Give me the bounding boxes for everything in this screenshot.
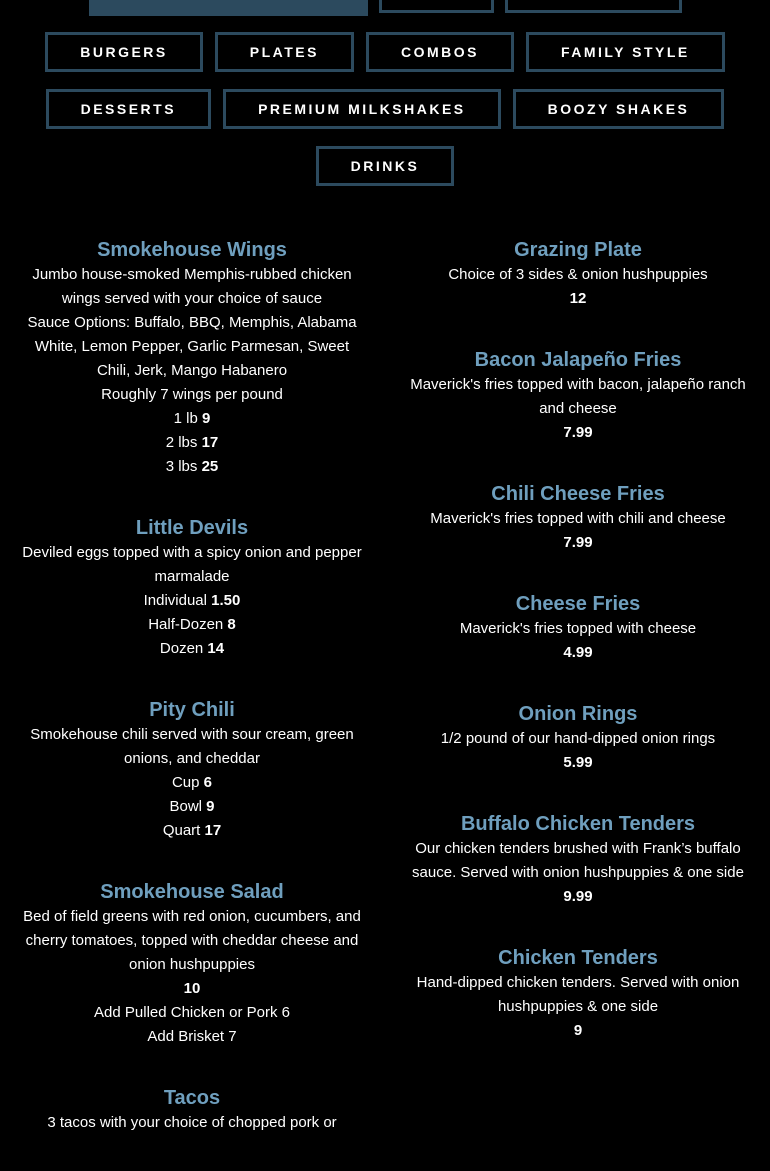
menu-item: [17, 1085, 367, 1135]
menu-item: [403, 237, 753, 311]
menu-item: [17, 697, 367, 843]
menu-item-price: 7.99: [563, 424, 593, 441]
menu-column-right: [403, 237, 753, 1079]
option-price: 14: [207, 640, 225, 657]
menu-item-title: Pity Chili: [149, 699, 235, 721]
menu-item-description: Maverick's fries topped with chili and cheese: [430, 510, 726, 527]
menu-item-description: Maverick's fries topped with bacon, jalapeño ranch and cheese: [410, 376, 746, 417]
menu-item-title: Smokehouse Wings: [97, 239, 287, 261]
option-price: 9: [202, 410, 211, 427]
menu-item-option: [17, 589, 367, 613]
category-tab-partial[interactable]: [379, 0, 494, 13]
menu-item: [403, 701, 753, 775]
menu-item-price: 9: [573, 1022, 583, 1039]
menu-item-option: [17, 637, 367, 661]
menu-item-price: 5.99: [563, 754, 593, 771]
menu-item: [403, 481, 753, 555]
menu-item-option: [17, 455, 367, 479]
menu-item-option: [17, 795, 367, 819]
tab-plates[interactable]: PLATES: [215, 32, 354, 72]
menu-item-title: Chili Cheese Fries: [491, 483, 665, 505]
menu-item-title: Bacon Jalapeño Fries: [474, 349, 682, 371]
option-label: Individual: [143, 592, 207, 609]
tab-desserts[interactable]: DESSERTS: [46, 89, 211, 129]
category-tabs-prev-row: [0, 0, 770, 16]
menu-item-description: Jumbo house-smoked Memphis-rubbed chicken wings served with your choice of sauce: [32, 266, 352, 307]
menu-item-title: Smokehouse Salad: [100, 881, 284, 903]
option-price: 17: [204, 822, 222, 839]
category-tab-row: [0, 89, 770, 129]
tab-boozy-shakes[interactable]: BOOZY SHAKES: [513, 89, 725, 129]
tab-combos[interactable]: COMBOS: [366, 32, 514, 72]
menu-item-description: Hand-dipped chicken tenders. Served with onion hushpuppies & one side: [416, 974, 740, 1015]
menu-item-description: Maverick's fries topped with cheese: [459, 620, 697, 637]
menu-item-title: Grazing Plate: [514, 239, 642, 261]
menu-item: [403, 811, 753, 909]
option-label: Dozen: [159, 640, 204, 657]
menu-item-addon: Add Brisket 7: [147, 1028, 237, 1045]
menu-item-price: 7.99: [563, 534, 593, 551]
menu-item: [403, 945, 753, 1043]
menu-item: [17, 237, 367, 479]
tab-burgers[interactable]: BURGERS: [45, 32, 203, 72]
menu-item-description: Smokehouse chili served with sour cream, green onions, and cheddar: [30, 726, 354, 767]
category-tab-row: [0, 146, 770, 186]
menu-item: [403, 347, 753, 445]
tab-drinks[interactable]: DRINKS: [316, 146, 455, 186]
option-label: Bowl: [169, 798, 202, 815]
menu-item-description: Deviled eggs topped with a spicy onion and pepper marmalade: [22, 544, 362, 585]
category-tab-partial[interactable]: [505, 0, 682, 13]
menu-item-title: Little Devils: [135, 517, 249, 539]
menu-item-price: 9.99: [563, 888, 593, 905]
option-label: Cup: [171, 774, 200, 791]
tab-family-style[interactable]: FAMILY STYLE: [526, 32, 725, 72]
menu-column-left: [17, 237, 367, 1171]
category-tabs: [0, 32, 770, 203]
tab-premium-milkshakes[interactable]: PREMIUM MILKSHAKES: [223, 89, 501, 129]
menu-item-description: 3 tacos with your choice of chopped pork or: [47, 1114, 337, 1131]
menu-item-option: [17, 819, 367, 843]
menu-item: [403, 591, 753, 665]
menu-item-title: Cheese Fries: [515, 593, 641, 615]
menu-item: [17, 515, 367, 661]
menu-item-option: [17, 431, 367, 455]
menu-item-description: Bed of field greens with red onion, cucumbers, and cherry tomatoes, topped with cheddar cheese and onion hushpuppies: [23, 908, 361, 973]
option-label: 1 lb: [173, 410, 198, 427]
option-price: 8: [227, 616, 236, 633]
menu-item-description: Choice of 3 sides & onion hushpuppies: [448, 266, 708, 283]
category-tab-row: [0, 32, 770, 72]
menu-item-option: [17, 613, 367, 637]
menu-item-addon: Add Pulled Chicken or Pork 6: [94, 1004, 290, 1021]
menu-item-description: 1/2 pound of our hand-dipped onion rings: [440, 730, 716, 747]
menu-item-title: Tacos: [163, 1087, 221, 1109]
menu-item-price: 12: [569, 290, 587, 307]
option-price: 6: [203, 774, 213, 791]
option-label: Quart: [162, 822, 201, 839]
menu-item: [17, 879, 367, 1049]
menu-item-title: Buffalo Chicken Tenders: [460, 813, 696, 835]
option-price: 9: [206, 798, 215, 815]
menu-item-description: Our chicken tenders brushed with Frank’s buffalo sauce. Served with onion hushpuppies & one side: [412, 840, 744, 881]
active-category-tab[interactable]: [89, 0, 368, 16]
option-price: 1.50: [211, 592, 241, 609]
option-price: 17: [201, 434, 219, 451]
menu-item-title: Onion Rings: [518, 703, 638, 725]
menu-item-option: [17, 771, 367, 795]
option-label: Half-Dozen: [148, 616, 224, 633]
menu-item-price: 4.99: [563, 644, 593, 661]
option-label: 3 lbs: [165, 458, 198, 475]
menu-item-price: 10: [183, 980, 201, 997]
option-label: 2 lbs: [165, 434, 198, 451]
menu-item-title: Chicken Tenders: [498, 947, 658, 969]
option-price: 25: [201, 458, 219, 475]
menu-item-note: Sauce Options: Buffalo, BBQ, Memphis, Alabama White, Lemon Pepper, Garlic Parmesan, Sweet Chili, Jerk, Mango Habanero: [27, 314, 357, 379]
menu-item-option: [17, 407, 367, 431]
menu-item-note: Roughly 7 wings per pound: [101, 386, 283, 403]
